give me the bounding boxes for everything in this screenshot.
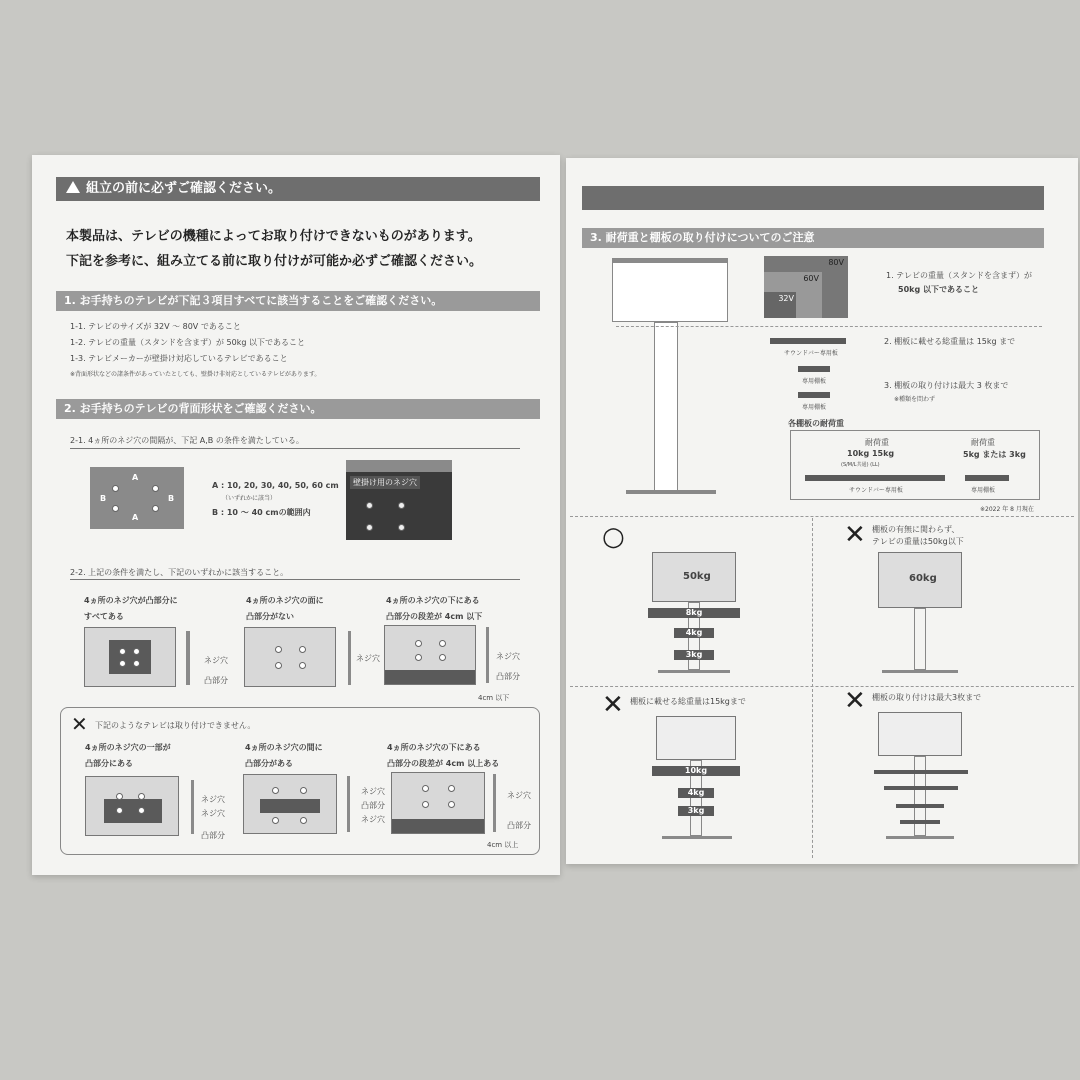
tv-screen	[878, 552, 962, 608]
shelf-3kg: 3kg	[678, 806, 714, 816]
shelf-4kg: 4kg	[674, 628, 714, 638]
soundbar-label: サウンドバー専用板	[784, 350, 838, 357]
label-screw-hole: ネジ穴	[204, 656, 228, 665]
shelf-board	[874, 770, 968, 774]
label-screw-hole: ネジ穴	[356, 654, 380, 663]
ng-title: 下記のようなテレビは取り付けできません。	[95, 721, 256, 730]
load-val1-sub: (S/M/L共通) (LL)	[841, 462, 880, 468]
photo-label: 壁掛け用のネジ穴	[350, 476, 420, 489]
tv-screen	[656, 716, 736, 760]
sec1-item-1: 1-1. テレビのサイズが 32V 〜 80V であること	[70, 322, 241, 331]
load-capacity-box	[790, 430, 1040, 500]
dim-label-b-right: B	[168, 494, 175, 503]
stand-pole	[654, 322, 678, 492]
side-profile	[348, 631, 351, 685]
shelf-label1: 専用棚板	[802, 378, 827, 385]
size-80v	[764, 256, 848, 318]
tv-stand-illustration	[612, 258, 728, 322]
ng-case1-diagram	[85, 776, 179, 836]
weight-50: 50kg	[683, 571, 711, 582]
ng-case2-line1: 4ヵ所のネジ穴の間に	[245, 743, 323, 752]
divider	[70, 448, 520, 449]
stand-base	[626, 490, 716, 494]
ng-cross-icon: ✕	[71, 712, 88, 736]
label-screw-hole: ネジ穴	[496, 652, 520, 661]
ng-case1-line1: 4ヵ所のネジ穴の一部が	[85, 743, 171, 752]
dim-label-a-top: A	[132, 473, 139, 482]
stand-base	[658, 670, 730, 673]
label-bump: 凸部分	[496, 672, 520, 681]
ng-case1-line2: 凸部分にある	[85, 759, 133, 768]
ok-case3-line2: 凸部分の段差が 4cm 以下	[386, 612, 483, 621]
ok-case2-diagram	[244, 627, 336, 687]
shelf-3kg: 3kg	[674, 650, 714, 660]
tv-back-photo	[346, 460, 452, 540]
load-bar1-label: サウンドバー専用板	[849, 487, 903, 494]
sec1-note: ※背面形状などの諸条件があっていたとしても、壁掛け非対応としているテレビがあります。	[70, 371, 321, 378]
warning-header	[56, 177, 540, 201]
load-bar2-label: 専用棚板	[971, 487, 996, 494]
intro-line2: 下記を参考に、組み立てる前に取り付けが可能か必ずご確認ください。	[66, 254, 483, 269]
shelf-board	[900, 820, 940, 824]
tv-screen	[652, 552, 736, 602]
note1-line2: 50kg 以下であること	[898, 285, 979, 294]
shelf-board	[884, 786, 958, 790]
label-bump: 凸部分	[204, 676, 228, 685]
label-bump: 凸部分	[201, 831, 225, 840]
warning-triangle-icon	[66, 181, 80, 193]
ok-circle-icon: ○	[602, 522, 625, 552]
warning-header-text: 組立の前に必ずご確認ください。	[86, 181, 282, 196]
ng1-line1: 棚板の有無に関わらず、	[872, 525, 960, 534]
ng-case2-diagram	[243, 774, 337, 834]
label-screw-hole: ネジ穴	[201, 795, 225, 804]
shelf-board	[798, 392, 830, 398]
screw-spacing-diagram	[90, 467, 184, 529]
label-bump: 凸部分	[361, 801, 385, 810]
ok-case1-line1: 4ヵ所のネジ穴が凸部分に	[84, 596, 178, 605]
label-screw-hole: ネジ穴	[507, 791, 531, 800]
ng-case2-line2: 凸部分がある	[245, 759, 293, 768]
side-profile	[186, 631, 190, 685]
stand-pole	[914, 756, 926, 836]
ng-cross-icon: ✕	[602, 690, 624, 720]
ok-case2-line2: 凸部分がない	[246, 612, 294, 621]
shelf-4kg: 4kg	[678, 788, 714, 798]
size-32v-label: 32V	[778, 294, 794, 303]
load-head1: 耐荷重	[865, 438, 889, 447]
divider	[616, 326, 1042, 327]
shelf-8kg: 8kg	[648, 608, 740, 618]
ng-cross-icon: ✕	[844, 686, 866, 716]
label-screw-hole: ネジ穴	[361, 815, 385, 824]
ok-case3-line1: 4ヵ所のネジ穴の下にある	[386, 596, 480, 605]
right-page	[566, 158, 1078, 864]
load-val1: 10kg 15kg	[847, 449, 895, 458]
side-profile	[191, 780, 194, 834]
shelf-board	[896, 804, 944, 808]
stand-base	[886, 836, 954, 839]
ok-case1-line2: すべてある	[84, 612, 124, 621]
stand-pole	[914, 608, 926, 670]
blank-header-bar	[582, 186, 1044, 210]
side-profile	[486, 627, 489, 683]
note3-sub: ※種類を問わず	[894, 396, 936, 403]
ng-case3-line2: 凸部分の段差が 4cm 以上ある	[387, 759, 500, 768]
ng-case3-diagram	[391, 772, 485, 834]
label-4cm-below: 4cm 以下	[478, 694, 510, 702]
shelf-board	[798, 366, 830, 372]
sec2-2-text: 2-2. 上記の条件を満たし、下記のいずれかに該当すること。	[70, 568, 289, 577]
side-profile	[347, 776, 350, 832]
divider	[70, 579, 520, 580]
ng3-text: 棚板の取り付けは最大3枚まで	[872, 693, 982, 702]
label-4cm-above: 4cm 以上	[487, 841, 519, 849]
left-page	[32, 155, 560, 875]
note1-line1: 1. テレビの重量（スタンドを含まず）が	[886, 271, 1033, 280]
weight-60: 60kg	[909, 573, 937, 584]
sec1-item-3: 1-3. テレビメーカーが壁掛け対応しているテレビであること	[70, 354, 288, 363]
section3-title: 3. 耐荷重と棚板の取り付けについてのご注意	[582, 228, 1044, 248]
note2: 2. 棚板に載せる総重量は 15kg まで	[884, 337, 1016, 346]
condition-a-note: （いずれかに該当）	[222, 495, 277, 502]
condition-a: A : 10, 20, 30, 40, 50, 60 cm	[212, 481, 339, 490]
divider	[570, 686, 1074, 687]
size-32v	[764, 292, 796, 318]
ok-case3-diagram	[384, 625, 476, 685]
label-bump: 凸部分	[507, 821, 531, 830]
sec2-1-text: 2-1. 4ヵ所のネジ穴の間隔が、下記 A,B の条件を満たしている。	[70, 436, 304, 445]
stand-base	[882, 670, 958, 673]
divider	[812, 518, 813, 858]
soundbar-board	[805, 475, 945, 481]
date-note: ※2022 年 8 月現在	[980, 506, 1034, 513]
section2-title: 2. お手持ちのテレビの背面形状をご確認ください。	[56, 399, 540, 419]
note3: 3. 棚板の取り付けは最大 3 枚まで	[884, 381, 1009, 390]
tv-screen	[878, 712, 962, 756]
label-screw-hole: ネジ穴	[361, 787, 385, 796]
ok-case1-diagram	[84, 627, 176, 687]
condition-b: B : 10 〜 40 cmの範囲内	[212, 508, 311, 517]
side-profile	[493, 774, 496, 832]
ng1-line2: テレビの重量は50kg以下	[872, 537, 964, 546]
intro-line1: 本製品は、テレビの機種によってお取り付けできないものがあります。	[66, 229, 481, 244]
label-screw-hole: ネジ穴	[201, 809, 225, 818]
load-head2: 耐荷重	[971, 438, 995, 447]
ng2-text: 棚板に載せる総重量は15kgまで	[630, 697, 746, 706]
ok-case2-line1: 4ヵ所のネジ穴の面に	[246, 596, 324, 605]
divider	[570, 516, 1074, 517]
sec1-item-2: 1-2. テレビの重量（スタンドを含まず）が 50kg 以下であること	[70, 338, 305, 347]
soundbar-board	[770, 338, 846, 344]
shelf-board	[965, 475, 1009, 481]
shelf-label2: 専用棚板	[802, 404, 827, 411]
dim-label-a-bottom: A	[132, 513, 139, 522]
size-60v-label: 60V	[803, 274, 819, 283]
size-60v	[764, 272, 822, 318]
section1-title: 1. お手持ちのテレビが下記３項目すべてに該当することをご確認ください。	[56, 291, 540, 311]
shelf-10kg: 10kg	[652, 766, 740, 776]
dim-label-b-left: B	[100, 494, 107, 503]
ng-case3-line1: 4ヵ所のネジ穴の下にある	[387, 743, 481, 752]
ng-panel	[60, 707, 540, 855]
stand-base	[662, 836, 732, 839]
load-title: 各棚板の耐荷重	[788, 419, 844, 428]
ng-cross-icon: ✕	[844, 520, 866, 550]
load-val2: 5kg または 3kg	[963, 450, 1026, 459]
size-80v-label: 80V	[828, 258, 844, 267]
